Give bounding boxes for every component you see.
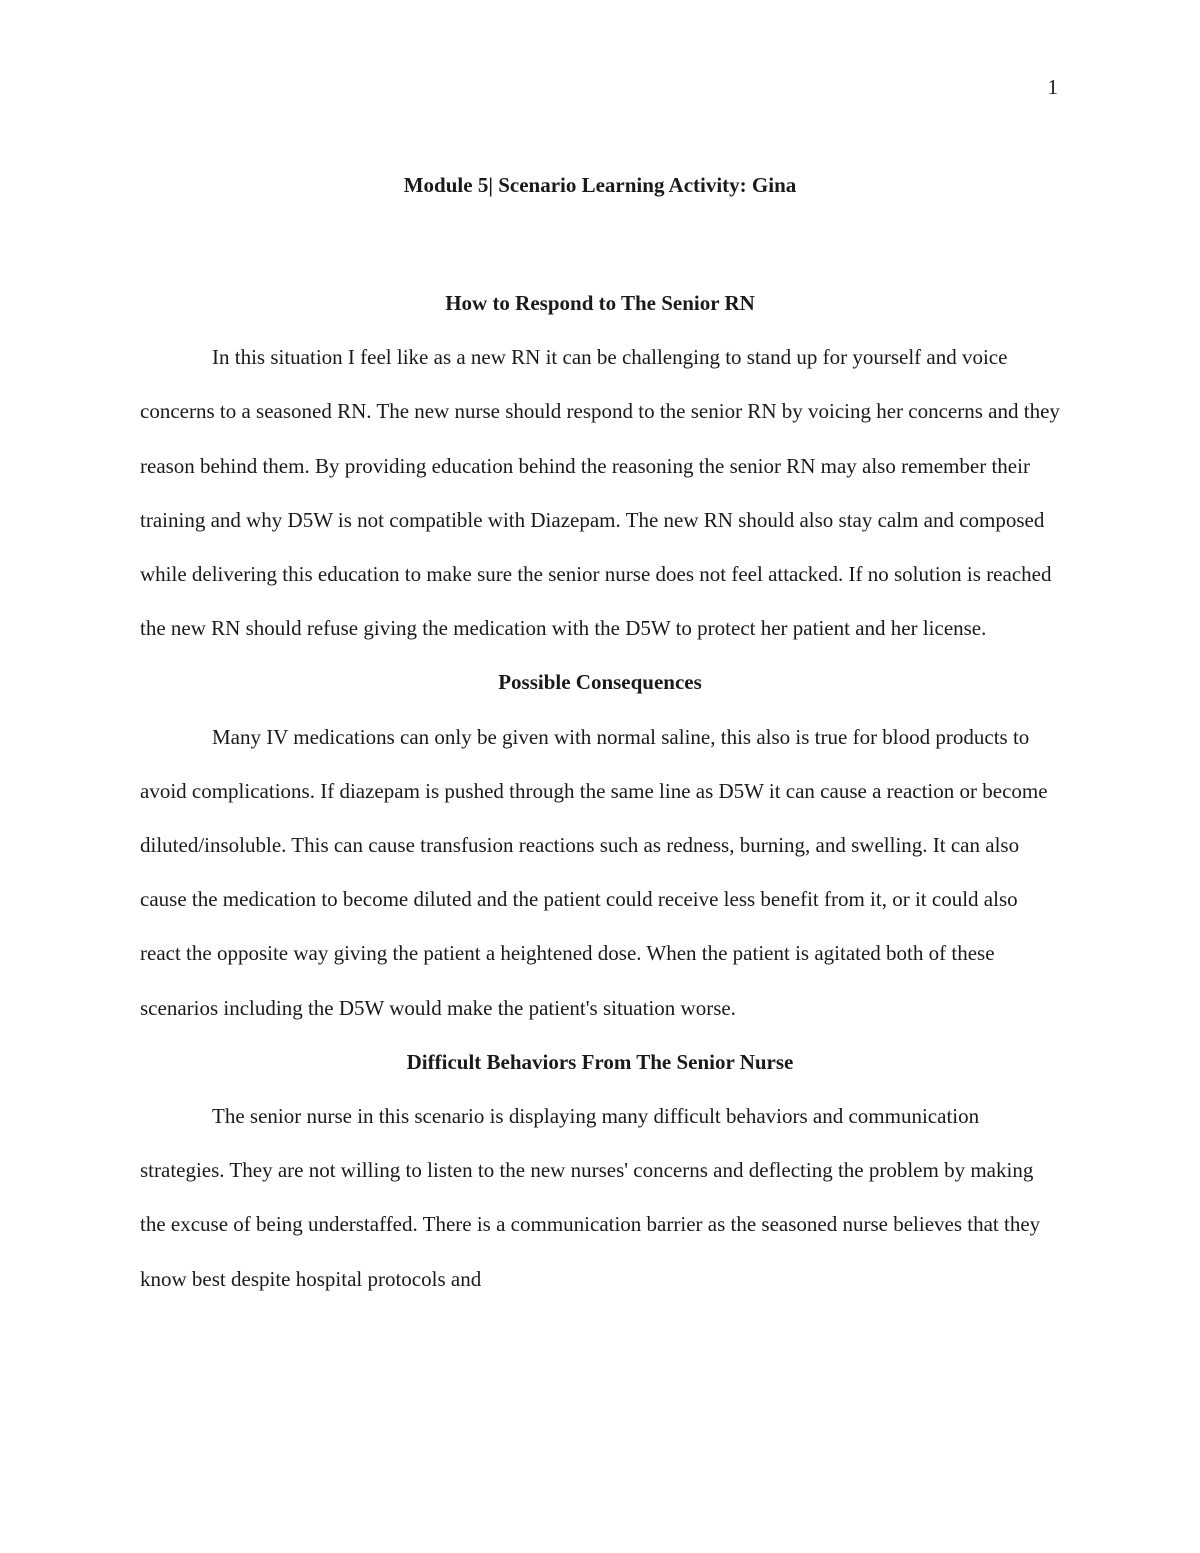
section-paragraph: Many IV medications can only be given with normal saline, this also is true for blood products to avoid complications. If diazepam is pushed through the same line as D5W it can cause a reaction or become diluted/insoluble. This can cause transfusion reactions such as redness, burning, and swelling. It can also cause the medication to become diluted and the patient could receive less benefit from it, or it could also react the opposite way giving the patient a heightened dose. When the patient is agitated both of these scenarios including the D5W would make the patient's situation worse. xyxy=(140,724,1048,1020)
section-respond-to-senior-rn xyxy=(140,276,1060,655)
section-possible-consequences xyxy=(140,655,1060,1034)
section-paragraph: In this situation I feel like as a new RN it can be challenging to stand up for yourself and voice concerns to a seasoned RN. The new nurse should respond to the senior RN by voicing her concerns and they reason behind them. By providing education behind the reasoning the senior RN may also remember their training and why D5W is not compatible with Diazepam. The new RN should also stay calm and composed while delivering this education to make sure the senior nurse does not feel attacked. If no solution is reached the new RN should refuse giving the medication with the D5W to protect her patient and her license. xyxy=(140,345,1060,641)
section-heading: Possible Consequences xyxy=(498,670,702,695)
page-number: 1 xyxy=(1047,75,1058,99)
document-body xyxy=(140,276,1060,1306)
section-difficult-behaviors xyxy=(140,1035,1060,1306)
document-title: Module 5| Scenario Learning Activity: Gina xyxy=(403,173,797,197)
section-heading: Difficult Behaviors From The Senior Nurse xyxy=(406,1049,794,1074)
section-paragraph: The senior nurse in this scenario is displaying many difficult behaviors and communication strategies. They are not willing to listen to the new nurses' concerns and deflecting the problem by making the excuse of being understaffed. There is a communication barrier as the seasoned nurse believes that they know best despite hospital protocols and xyxy=(140,1104,1041,1291)
section-heading: How to Respond to The Senior RN xyxy=(445,291,755,315)
